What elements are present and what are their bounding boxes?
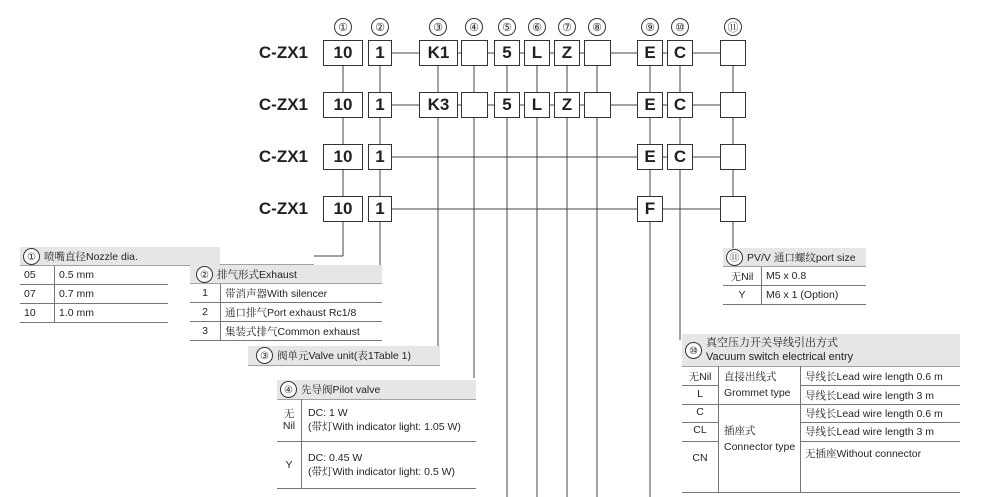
vacuum-code: 5 [494, 92, 520, 118]
value-cell: 0.5 mm [55, 266, 169, 285]
table-row [190, 322, 382, 341]
pilot-code: Y [285, 459, 293, 471]
pilot-power: DC: 0.45 W [308, 452, 363, 464]
switch-panel-number: ⑩ [685, 342, 702, 359]
column-number-9: ⑨ [641, 18, 659, 36]
connector-type-en: Connector type [724, 441, 796, 453]
column-number-10: ⑩ [671, 18, 689, 36]
table-row [190, 284, 382, 303]
switch-panel [682, 334, 960, 493]
pilot-code [461, 40, 488, 66]
code-cell: 1 [190, 284, 221, 303]
code-cell: 10 [20, 304, 55, 323]
column-number-11: ⑪ [724, 18, 742, 36]
pilot-indicator: (带灯With indicator light: 1.05 W) [308, 421, 461, 433]
code-11 [720, 196, 746, 222]
table-row [20, 266, 168, 285]
column-number-1: ① [334, 18, 352, 36]
column-number-4: ④ [465, 18, 483, 36]
model-label: C-ZX1 [258, 95, 308, 114]
exhaust-panel-number: ② [196, 266, 213, 283]
switch-code: C [696, 406, 704, 418]
model-label: C-ZX1 [258, 147, 308, 166]
column-number-5: ⑤ [498, 18, 516, 36]
grommet-type-en: Grommet type [724, 387, 791, 399]
column-number-3: ③ [429, 18, 447, 36]
code-8 [584, 40, 611, 66]
code-9: E [637, 144, 663, 170]
connector-type-cn: 插座式 [724, 425, 756, 437]
table-row [20, 304, 168, 323]
code-cell: Y [723, 286, 762, 305]
code-9: E [637, 40, 663, 66]
value-cell: 通口排气Port exhaust Rc1/8 [221, 303, 383, 322]
grommet-type-cn: 直接出线式 [724, 371, 777, 383]
pilot-code-en: Nil [282, 420, 296, 432]
pilot-panel [277, 380, 476, 489]
column-number-7: ⑦ [558, 18, 576, 36]
switch-code: CN [692, 452, 708, 464]
pilot-row [277, 399, 476, 442]
model-label: C-ZX1 [258, 43, 308, 62]
code-7: Z [554, 40, 580, 66]
nozzle-code: 10 [323, 196, 363, 222]
pilot-panel-number: ④ [280, 381, 297, 398]
value-cell: M5 x 0.8 [762, 267, 867, 286]
valve-panel [248, 346, 440, 365]
nozzle-code: 10 [323, 92, 363, 118]
code-8 [584, 92, 611, 118]
nozzle-panel-title: 喷嘴直径Nozzle dia. [44, 250, 138, 263]
valve-code: K3 [419, 92, 458, 118]
code-10: C [667, 92, 693, 118]
exhaust-panel-title: 排气形式Exhaust [217, 268, 297, 281]
pilot-power: DC: 1 W [308, 407, 348, 419]
table-row [190, 303, 382, 322]
switch-code: 无Nil [688, 371, 712, 383]
code-10: C [667, 40, 693, 66]
pilot-row [277, 442, 476, 489]
port-panel [723, 248, 866, 305]
nozzle-code: 10 [323, 40, 363, 66]
exhaust-code: 1 [368, 92, 392, 118]
port-panel-number: ⑪ [726, 249, 743, 266]
wire-length: 导线长Lead wire length 3 m [805, 426, 934, 438]
valve-code: K1 [419, 40, 458, 66]
exhaust-code: 1 [368, 144, 392, 170]
valve-panel-title: 阀单元Valve unit(表1Table 1) [277, 350, 412, 362]
code-cell: 无Nil [723, 267, 762, 286]
code-6: L [524, 40, 550, 66]
code-cell: 3 [190, 322, 221, 341]
pilot-indicator: (带灯With indicator light: 0.5 W) [308, 466, 456, 478]
code-cell: 07 [20, 285, 55, 304]
exhaust-code: 1 [368, 40, 392, 66]
value-cell: 0.7 mm [55, 285, 169, 304]
nozzle-panel-number: ① [23, 248, 40, 265]
table-row [723, 267, 866, 286]
valve-panel-number: ③ [256, 347, 273, 364]
code-10: C [667, 144, 693, 170]
value-cell: 带消声器With silencer [221, 284, 383, 303]
wire-length: 导线长Lead wire length 3 m [805, 390, 934, 402]
code-9: F [637, 196, 663, 222]
exhaust-code: 1 [368, 196, 392, 222]
value-cell: M6 x 1 (Option) [762, 286, 867, 305]
wire-length: 导线长Lead wire length 0.6 m [805, 408, 943, 420]
pilot-code: 无 [283, 408, 295, 420]
wire-length: 无插座Without connector [805, 448, 922, 460]
vacuum-code: 5 [494, 40, 520, 66]
value-cell: 1.0 mm [55, 304, 169, 323]
code-11 [720, 92, 746, 118]
switch-code: CL [693, 424, 707, 436]
column-number-2: ② [371, 18, 389, 36]
port-panel-title: PV/V 通口螺纹port size [747, 251, 856, 264]
table-row [20, 285, 168, 304]
exhaust-panel [190, 265, 382, 341]
switch-title-en: Vacuum switch electrical entry [706, 351, 854, 363]
switch-title-cn: 真空压力开关导线引出方式 [706, 337, 838, 349]
code-cell: 2 [190, 303, 221, 322]
code-11 [720, 144, 746, 170]
code-7: Z [554, 92, 580, 118]
code-9: E [637, 92, 663, 118]
column-number-6: ⑥ [528, 18, 546, 36]
code-6: L [524, 92, 550, 118]
value-cell: 集装式排气Common exhaust [221, 322, 383, 341]
code-cell: 05 [20, 266, 55, 285]
nozzle-code: 10 [323, 144, 363, 170]
model-label: C-ZX1 [258, 199, 308, 218]
switch-code: L [697, 388, 703, 400]
column-number-8: ⑧ [588, 18, 606, 36]
wire-length: 导线长Lead wire length 0.6 m [805, 371, 943, 383]
pilot-panel-title: 先导阀Pilot valve [301, 384, 381, 396]
table-row [723, 286, 866, 305]
code-11 [720, 40, 746, 66]
pilot-code [461, 92, 488, 118]
